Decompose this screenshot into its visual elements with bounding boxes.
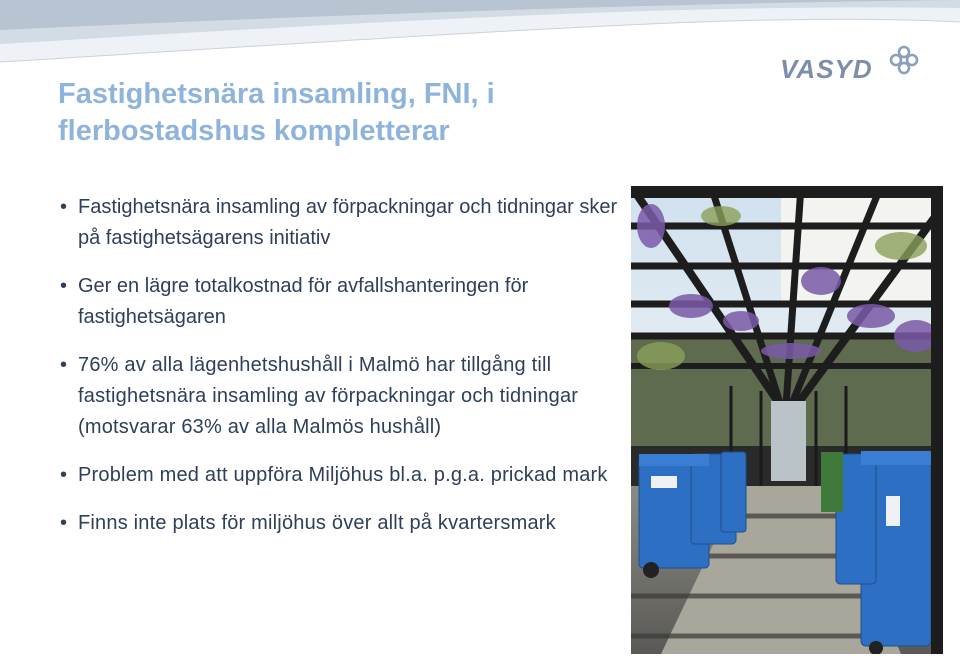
vasyd-logo xyxy=(780,44,920,92)
bullet-text: Finns inte plats för miljöhus över allt på kvartersmark xyxy=(78,512,556,534)
bullet-item xyxy=(60,192,630,254)
bullet-text: 76% av alla lägenhetshushåll i Malmö har tillgång till fastighetsnära insamling av förpackningar och tidningar (motsvarar 63% av alla Malmös hushåll) xyxy=(78,354,579,438)
photo-recycling-shelter xyxy=(631,186,943,654)
bullet-item xyxy=(60,460,630,491)
logo-wordmark: VASYD xyxy=(780,54,873,84)
bullet-glyph: • xyxy=(60,275,68,297)
bullet-glyph: • xyxy=(60,354,68,376)
bullet-glyph: • xyxy=(60,512,68,534)
slide-title: Fastighetsnära insamling, FNI, i flerbostadshus kompletterar xyxy=(58,78,495,147)
bullet-text: Fastighetsnära insamling av förpackningar och tidningar sker på fastighetsägarens initiativ xyxy=(78,196,618,249)
bullet-glyph: • xyxy=(60,464,68,486)
bullet-item xyxy=(60,271,630,333)
bullet-text: Ger en lägre totalkostnad för avfallshanteringen för fastighetsägaren xyxy=(78,275,529,328)
bullet-text: Problem med att uppföra Miljöhus bl.a. p.g.a. prickad mark xyxy=(78,464,608,486)
bullet-item xyxy=(60,350,630,443)
bullet-glyph: • xyxy=(60,196,68,218)
vasyd-knot-icon xyxy=(888,44,920,76)
bullet-item xyxy=(60,508,630,539)
bullet-list xyxy=(60,192,630,556)
